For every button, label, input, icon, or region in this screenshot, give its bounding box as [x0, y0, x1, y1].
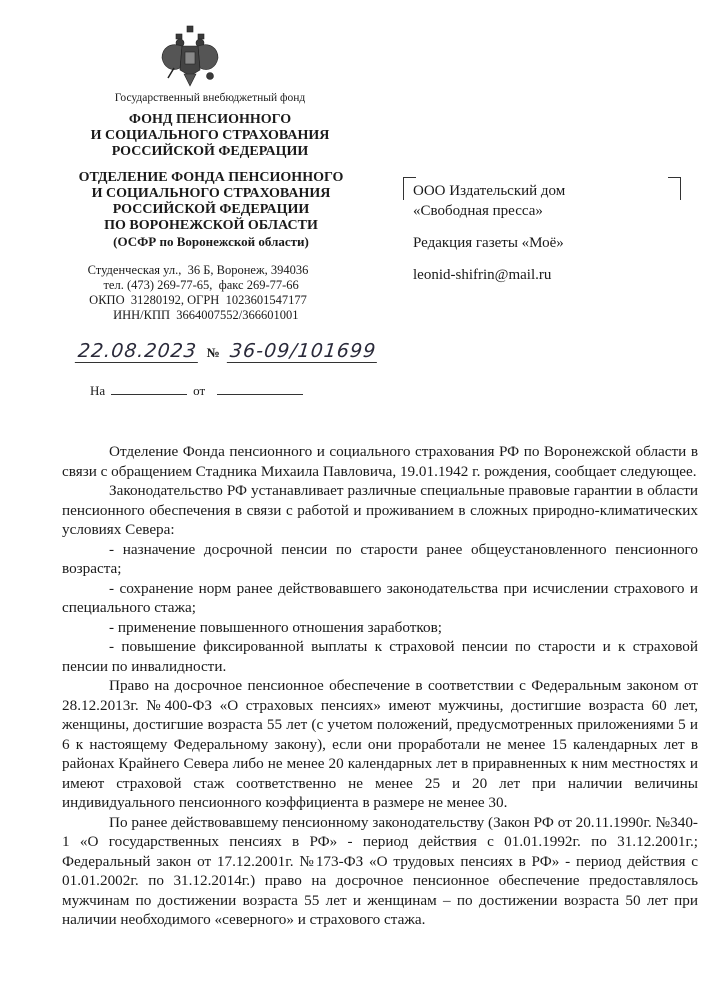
fund-type: Государственный внебюджетный фонд	[114, 92, 306, 104]
reference-from: от	[193, 383, 206, 398]
registration-number: 36-09/101699	[227, 340, 380, 363]
branch-name-line: РОССИЙСКОЙ ФЕДЕРАЦИИ	[112, 202, 310, 217]
addressee-editorial: Редакция газеты «Моё»	[413, 235, 564, 251]
reference-date-blank	[217, 384, 303, 395]
addressee-corner-right	[668, 177, 681, 200]
body-list-item: - повышение фиксированной выплаты к страховой пенсии по старости и к страховой пенсии по инвалидности.	[62, 638, 698, 675]
number-sign: №	[206, 345, 220, 360]
contact-details	[48, 263, 348, 323]
branch-name-line: ПО ВОРОНЕЖСКОЙ ОБЛАСТИ	[104, 218, 318, 233]
addressee-company-name: «Свободная пресса»	[413, 203, 543, 219]
fund-name	[60, 112, 360, 160]
body-list-item: - назначение досрочной пенсии по старости ранее общеустановленного пенсионного возраста;	[62, 540, 698, 577]
body-paragraph: По ранее действовавшему пенсионному законодательству (Закон РФ от 20.11.1990г. №340-1 «О государственных пенсиях в РФ» - период действия с 01.01.1992г. по 31.12.2001г.; Федеральный закон от 17.12.2001г. №173-ФЗ «О трудовых пенсиях в РФ» - период действия с 01.01.2002г. по 31.12.2014г.) право на досрочное пенсионное обеспечение предоставлялось мужчинам по достижении возраста 55 лет и женщинам – по достижении возраста 50 лет при наличии необходимого «северного» и страхового стажа.	[62, 813, 698, 928]
addressee-company: ООО Издательский дом	[413, 183, 566, 199]
branch-name-line: И СОЦИАЛЬНОГО СТРАХОВАНИЯ	[91, 186, 331, 201]
fund-name-line: И СОЦИАЛЬНОГО СТРАХОВАНИЯ	[90, 128, 330, 143]
addressee-block	[413, 181, 565, 297]
fund-name-line: ФОНД ПЕНСИОННОГО	[128, 112, 292, 127]
inn-kpp-line: ИНН/КПП 3664007552/366601001	[97, 308, 299, 322]
reference-line	[90, 383, 303, 399]
phone-line: тел. (473) 269-77-65, факс 269-77-66	[97, 278, 299, 292]
registration-date: 22.08.2023	[75, 340, 200, 363]
body-paragraph: Отделение Фонда пенсионного и социального страхования РФ по Воронежской области в связи с обращением Стадника Михаила Павловича, 19.01.1942 г. рождения, сообщает следующее.	[62, 443, 698, 480]
reference-prefix: На	[90, 383, 106, 398]
registration-stamp	[76, 340, 378, 363]
russian-coat-of-arms-icon	[158, 24, 222, 90]
reference-number-blank	[111, 384, 187, 395]
fund-name-line: РОССИЙСКОЙ ФЕДЕРАЦИИ	[111, 144, 309, 159]
addressee-email: leonid-shifrin@mail.ru	[413, 267, 552, 283]
body-paragraph: Право на досрочное пенсионное обеспечение в соответствии с Федеральным законом от 28.12.2013г. №400-ФЗ «О страховых пенсиях» имеют мужчины, достигшие возраста 60 лет, женщины, достигшие возраста 55 лет (с учетом положений, предусмотренных приложениями 5 и 6 к настоящему Федеральному закону), если они проработали не менее 15 календарных лет в районах Крайнего Севера либо не менее 20 календарных лет в приравненных к ним местностях и имеют страховой стаж соответственно не менее 25 и 20 лет при наличии величины индивидуального пенсионного коэффициента в размере не менее 30.	[62, 677, 698, 811]
body-paragraph: Законодательство РФ устанавливает различные специальные правовые гарантии в области пенсионного обеспечения в связи с работой и проживанием в сложных природно-климатических условиях Севера:	[62, 482, 698, 538]
branch-abbreviation: (ОСФР по Воронежской области)	[113, 234, 309, 249]
okpo-ogrn-line: ОКПО 31280192, ОГРН 1023601547177	[89, 293, 307, 307]
branch-name-line: ОТДЕЛЕНИЕ ФОНДА ПЕНСИОННОГО	[78, 170, 344, 185]
body-list-item: - сохранение норм ранее действовавшего законодательства при исчислении страхового и специального стажа;	[62, 579, 698, 616]
branch-name	[52, 170, 370, 250]
address-line: Студенческая ул., 36 Б, Воронеж, 394036	[87, 263, 309, 277]
letter-body	[62, 442, 698, 930]
body-list-item: - применение повышенного отношения заработков;	[109, 618, 442, 636]
